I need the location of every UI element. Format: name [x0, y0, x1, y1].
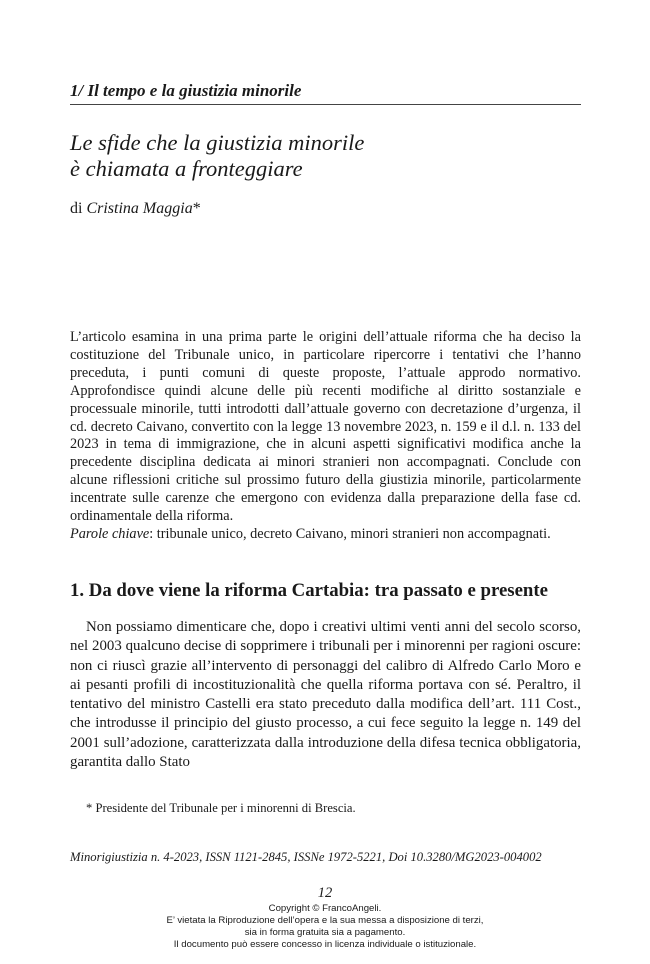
keywords-text: : tribunale unico, decreto Caivano, minori stranieri non accompagnati. [149, 526, 551, 542]
author-byline [70, 199, 201, 219]
section-heading: 1. Da dove viene la riforma Cartabia: tra passato e presente [70, 580, 548, 601]
page-number: 12 [317, 885, 333, 901]
keywords [70, 525, 590, 543]
footnote: * Presidente del Tribunale per i minorenni di Brescia. [86, 801, 356, 815]
author-prefix: di [70, 200, 87, 217]
copyright-notice [0, 903, 650, 951]
body-paragraph: Non possiamo dimenticare che, dopo i creativi ultimi venti anni del secolo scorso, nel 2003 qualcuno decise di sopprimere i tribunali per i minorenni per ragioni oscure: non ci riuscì grazie all’intervento di personaggi del calibro di Alfredo Carlo Moro e ai pesanti profili di incostituzionalità che quella riforma portava con sé. Peraltro, il tentativo del ministro Castelli era stato preceduto dalla modifica dell’art. 111 Cost., che introdusse il principio del giusto processo, a cui fece seguito la legge n. 149 del 2001 sull’adozione, caratterizzata dalla introduzione della difesa tecnica obbligatoria, garantita dallo Stato [70, 619, 581, 771]
keywords-label: Parole chiave [70, 526, 150, 542]
author-footnote-mark: * [192, 200, 201, 217]
author-name: Cristina Maggia [86, 200, 193, 217]
copyright-line-4: Il documento può essere concesso in licenza individuale o istituzionale. [173, 939, 477, 950]
copyright-line-1: Copyright © FrancoAngeli. [268, 903, 382, 914]
article-title-line-1: Le sfide che la giustizia minorile [70, 130, 365, 155]
header-rule [70, 104, 581, 105]
running-section-header: 1/ Il tempo e la giustizia minorile [70, 81, 302, 100]
article-title [70, 130, 581, 182]
abstract [70, 329, 581, 526]
copyright-line-3: sia in forma gratuita sia a pagamento. [244, 927, 406, 938]
body-text [70, 618, 581, 772]
abstract-text: L’articolo esamina in una prima parte le origini dell’attuale riforma che ha deciso la costituzione del Tribunale unico, in particolare ripercorre i tentativi che l’hanno preceduta, i punti comuni di queste proposte, l’attuale approdo normativo. Approfondisce quindi alcune delle più recenti modifiche al diritto sostanziale e processuale minorile, tutti introdotti dall’attuale governo con decretazione d’urgenza, il cd. decreto Caivano, convertito con la legge 13 novembre 2023, n. 159 e il d.l. n. 133 del 2023 in tema di immigrazione, che in alcuni aspetti significativi modifica anche la precedente disciplina dedicata ai minori stranieri non accompagnati. Conclude con alcune riflessioni critiche sul prossimo futuro della giustizia minorile, particolarmente incentrate sulle carenze che emergono con evidenza dalla preparazione della fase cd. ordinamentale della riforma. [70, 329, 581, 525]
copyright-line-2: E’ vietata la Riproduzione dell’opera e la sua messa a disposizione di terzi, [166, 915, 484, 926]
journal-citation: Minorigiustizia n. 4-2023, ISSN 1121-2845, ISSNe 1972-5221, Doi 10.3280/MG2023-004002 [70, 850, 542, 864]
article-title-line-2: è chiamata a fronteggiare [70, 156, 303, 181]
